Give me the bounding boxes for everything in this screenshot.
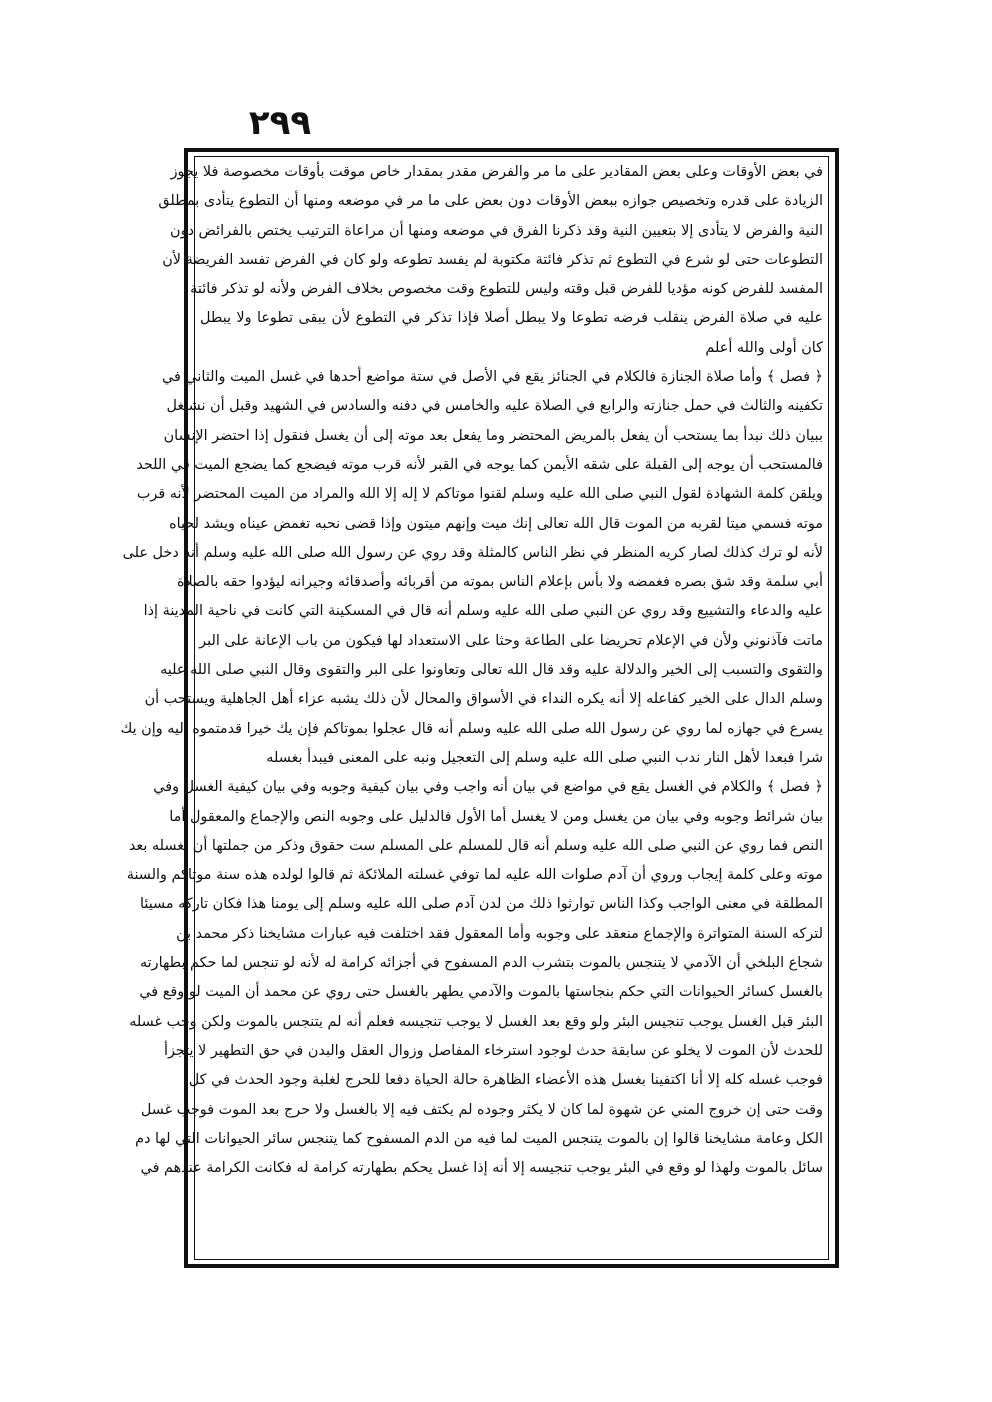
- text-line: المطلقة في معنى الواجب وكذا الناس توارثوا ذلك من لدن آدم صلى الله عليه وسلم إلى يومنا هذا فكان تاركه مسيئا: [139, 896, 823, 913]
- text-line: الزيادة على قدره وتخصيص جوازه ببعض الأوقات دون بعض على ما مر في موضعه ومنها أن التطوع يتأدى بمطلق: [158, 193, 823, 210]
- text-line: بيان شرائط وجوبه وفي بيان من يغسل ومن لا يغسل أما الأول فالدليل على وجوبه النص والإجماع والمعقول أما: [169, 808, 823, 825]
- text-line: وقت حتى إن خروج المني عن شهوة لما كان لا يكثر وجوده لم يكتف فيه إلا بالغسل ولا حرج بعد الموت فوجب غسل: [140, 1101, 823, 1118]
- text-line: في بعض الأوقات وعلى بعض المقادير على ما مر والفرض مقدر بمقدار خاص موقت بأوقات مخصوصة فلا يجوز: [170, 164, 823, 180]
- text-line: التطوعات حتى لو شرع في التطوع ثم تذكر فائتة مكتوبة لم يفسد تطوعه ولو كان في الفرض تفسد الفريضة لأن: [162, 251, 823, 268]
- text-line: لتركه السنة المتواترة والإجماع منعقد على وجوبه وأما المعقول فقد اختلفت فيه عبارات مشايخنا ذكر محمد بن: [176, 925, 823, 942]
- text-line: والتقوى والتسبب إلى الخير والدلالة عليه وقد قال الله تعالى وتعاونوا على البر والتقوى وقال النبي صلى الله عليه: [160, 662, 823, 679]
- text-line: شجاع البلخي أن الآدمي لا يتنجس بالموت بتشرب الدم المسفوح في أجزائه كرامة له لأنه لو تنجس لما حكم بطهارته: [139, 955, 823, 972]
- text-line: النية والفرض لا يتأدى إلا بتعيين النية وقد ذكرنا الفرق في موضعه ومنها أن مراعاة الترتيب يختص بالفرائض دون: [170, 222, 823, 239]
- text-line: سائل بالموت ولهذا لو وقع في البئر يوجب تنجيسه إلا أنه إذا غسل يحكم بطهارته كرامة له فكانت الكرامة عندهم في: [140, 1160, 823, 1177]
- text-line: موته فسمي ميتا لقربه من الموت قال الله تعالى إنك ميت وإنهم ميتون وإذا قضى نحبه تغمض عيناه ويشد لحياه: [169, 515, 823, 532]
- text-line: الكل وعامة مشايخنا قالوا إن بالموت يتنجس الميت لما فيه من الدم المسفوح كما يتنجس سائر الحيوانات التي لها دم: [135, 1130, 823, 1147]
- text-line: ماتت فآذنوني ولأن في الإعلام تحريضا على الطاعة وحثا على الاستعداد لها فيكون من باب الإعانة على البر: [199, 632, 823, 649]
- text-line: يسرع في جهازه لما روي عن رسول الله صلى الله عليه وسلم أنه قال عجلوا بموتاكم فإن يك خيرا قدمتموه إليه وإن يك: [120, 720, 823, 737]
- text-line: عليه والدعاء والتشييع وقد روي عن النبي صلى الله عليه وسلم أنه قال في المسكينة التي كانت في ناحية المدينة إذا: [143, 603, 823, 620]
- text-line: وسلم الدال على الخير كفاعله إلا أنه يكره النداء في الأسواق والمحال لأن ذلك يشبه عزاء أهل الجاهلية ويستحب أن: [144, 691, 823, 708]
- text-line: ويلقن كلمة الشهادة لقول النبي صلى الله عليه وسلم لقنوا موتاكم لا إله إلا الله والمراد من الميت المحتضر لأنه قرب: [136, 486, 823, 503]
- text-line: لأنه لو ترك كذلك لصار كريه المنظر في نظر الناس كالمثلة وقد روي عن رسول الله صلى الله عليه وسلم أنه دخل على: [122, 544, 823, 561]
- text-line: موته وعلى كلمة إيجاب وروي أن آدم صلوات الله عليه لما توفي غسلته الملائكة ثم قالوا لولده هذه سنة موتاكم والسنة: [126, 867, 823, 884]
- text-line: المفسد للفرض كونه مؤديا للفرض قبل وقته وليس للتطوع وقت مخصوص بخلاف الفرض ولأنه لو تذكر فائتة: [190, 281, 823, 298]
- page-number: ٢٩٩: [248, 103, 312, 143]
- text-line: بالغسل كسائر الحيوانات التي حكم بنجاستها بالموت والآدمي يطهر بالغسل حتى روي عن محمد أن الميت لو وقع في: [139, 984, 823, 1001]
- text-line: [200, 1183, 823, 1212]
- text-line: البئر قبل الغسل يوجب تنجيس البئر ولو وقع بعد الغسل لا يوجب تنجيسه فعلم أنه لم يتنجس بالموت ولكن وجب غسله: [129, 1013, 823, 1030]
- text-line: ببيان ذلك نبدأ بما يستحب أن يفعل بالمريض المحتضر وما يفعل بعد موته إلى أن يغسل فنقول إذا احتضر الإنسان: [163, 427, 823, 444]
- text-line: كان أولى والله أعلم: [705, 339, 823, 356]
- section-heading-line: ﴿ فصل ﴾ والكلام في الغسل يقع في مواضع في بيان أنه واجب وفي بيان كيفية وجوبه وفي بيان كيفية الغسل وفي: [153, 779, 823, 796]
- text-line: النص فما روي عن النبي صلى الله عليه وسلم أنه قال للمسلم على المسلم ست حقوق وذكر من جملتها أن يغسله بعد: [128, 837, 823, 854]
- text-line: تكفينه والثالث في حمل جنازته والرابع في الصلاة عليه والخامس في دفنه والسادس في الشهيد وقبل أن نشتغل: [166, 398, 823, 415]
- text-line: فوجب غسله كله إلا أنا اكتفينا بغسل هذه الأعضاء الظاهرة حالة الحياة دفعا للحرج لغلبة وجود الحدث في كل: [188, 1072, 823, 1089]
- text-line: للحدث لأن الموت لا يخلو عن سابقة حدث لوجود استرخاء المفاصل وزوال العقل والبدن في حق التطهير لا يتجزأ: [163, 1042, 823, 1059]
- main-text-block: [120, 158, 823, 1256]
- section-heading-line: ﴿ فصل ﴾ وأما صلاة الجنازة فالكلام في الجنائز يقع في الأصل في ستة مواضع أحدها في غسل الميت والثاني في: [161, 369, 823, 386]
- text-line: شرا فبعدا لأهل النار ندب النبي صلى الله عليه وسلم إلى التعجيل ونبه على المعنى فيبدأ بغسله: [266, 749, 823, 766]
- text-line: أبي سلمة وقد شق بصره فغمضه ولا بأس بإعلام الناس بموته من أقربائه وأصدقائه وجيرانه ليؤدوا حقه بالصلاة: [176, 574, 823, 591]
- text-line: عليه في صلاة الفرض ينقلب فرضه تطوعا ولا يبطل أصلا فإذا تذكر في التطوع لأن يبقى تطوعا ولا يبطل: [200, 310, 823, 327]
- text-line: فالمستحب أن يوجه إلى القبلة على شقه الأيمن كما يوجه في القبر لأنه قرب موته فيضجع كما يضجع الميت في اللحد: [136, 456, 823, 473]
